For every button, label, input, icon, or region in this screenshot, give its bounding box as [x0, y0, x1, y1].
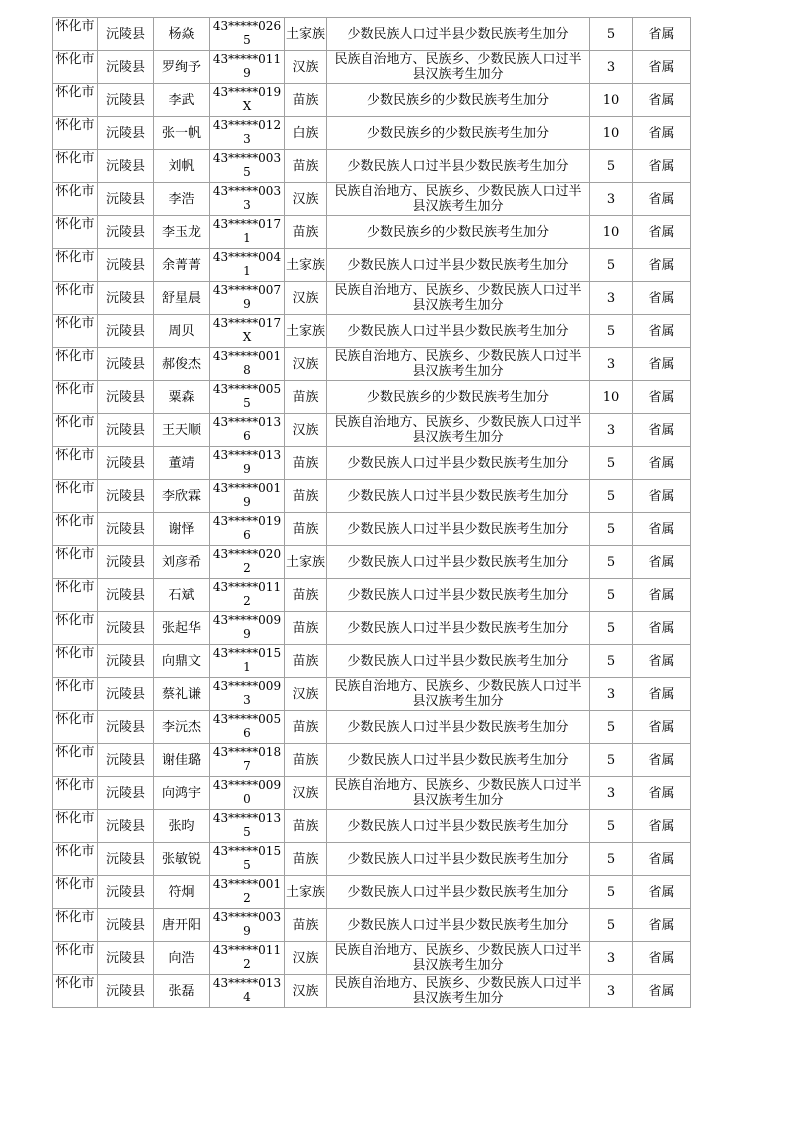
table-row: [53, 975, 691, 1008]
id-number-cell: 43*****0202: [210, 546, 285, 579]
bonus-points-cell: 5: [590, 909, 633, 942]
county-cell: 沅陵县: [98, 84, 154, 117]
county-cell: 沅陵县: [98, 744, 154, 777]
id-number-cell: 43*****0265: [210, 18, 285, 51]
id-number-cell: 43*****0041: [210, 249, 285, 282]
bonus-points-cell: 5: [590, 810, 633, 843]
city-cell: 怀化市: [53, 744, 98, 777]
ethnicity-cell: 汉族: [285, 975, 327, 1008]
bonus-reason-cell: 少数民族乡的少数民族考生加分: [327, 117, 590, 150]
county-cell: 沅陵县: [98, 51, 154, 84]
id-number-cell: 43*****0039: [210, 909, 285, 942]
county-cell: 沅陵县: [98, 117, 154, 150]
city-cell: 怀化市: [53, 777, 98, 810]
name-cell: 谢佳璐: [154, 744, 210, 777]
name-cell: 余菁菁: [154, 249, 210, 282]
level-cell: 省属: [633, 909, 691, 942]
city-cell: 怀化市: [53, 150, 98, 183]
table-row: [53, 744, 691, 777]
name-cell: 向鼎文: [154, 645, 210, 678]
level-cell: 省属: [633, 447, 691, 480]
bonus-reason-cell: 少数民族人口过半县少数民族考生加分: [327, 249, 590, 282]
bonus-reason-cell: 民族自治地方、民族乡、少数民族人口过半县汉族考生加分: [327, 51, 590, 84]
table-row: [53, 315, 691, 348]
table-row: [53, 843, 691, 876]
city-cell: 怀化市: [53, 480, 98, 513]
ethnicity-cell: 苗族: [285, 447, 327, 480]
id-number-cell: 43*****0035: [210, 150, 285, 183]
county-cell: 沅陵县: [98, 876, 154, 909]
county-cell: 沅陵县: [98, 282, 154, 315]
name-cell: 蔡礼谦: [154, 678, 210, 711]
table-row: [53, 84, 691, 117]
id-number-cell: 43*****0139: [210, 447, 285, 480]
id-number-cell: 43*****0055: [210, 381, 285, 414]
bonus-reason-cell: 民族自治地方、民族乡、少数民族人口过半县汉族考生加分: [327, 942, 590, 975]
level-cell: 省属: [633, 51, 691, 84]
level-cell: 省属: [633, 117, 691, 150]
bonus-reason-cell: 少数民族人口过半县少数民族考生加分: [327, 612, 590, 645]
name-cell: 张敏锐: [154, 843, 210, 876]
id-number-cell: 43*****0012: [210, 876, 285, 909]
level-cell: 省属: [633, 777, 691, 810]
city-cell: 怀化市: [53, 414, 98, 447]
bonus-reason-cell: 少数民族乡的少数民族考生加分: [327, 84, 590, 117]
table-row: [53, 876, 691, 909]
name-cell: 刘彦希: [154, 546, 210, 579]
bonus-points-cell: 5: [590, 513, 633, 546]
county-cell: 沅陵县: [98, 480, 154, 513]
table-row: [53, 282, 691, 315]
bonus-reason-cell: 少数民族人口过半县少数民族考生加分: [327, 579, 590, 612]
level-cell: 省属: [633, 84, 691, 117]
bonus-reason-cell: 民族自治地方、民族乡、少数民族人口过半县汉族考生加分: [327, 183, 590, 216]
id-number-cell: 43*****0155: [210, 843, 285, 876]
county-cell: 沅陵县: [98, 909, 154, 942]
table-row: [53, 249, 691, 282]
bonus-points-cell: 10: [590, 216, 633, 249]
city-cell: 怀化市: [53, 612, 98, 645]
bonus-points-cell: 3: [590, 282, 633, 315]
table-row: [53, 810, 691, 843]
ethnicity-cell: 汉族: [285, 51, 327, 84]
city-cell: 怀化市: [53, 579, 98, 612]
ethnicity-cell: 苗族: [285, 480, 327, 513]
bonus-points-cell: 5: [590, 150, 633, 183]
bonus-reason-cell: 少数民族乡的少数民族考生加分: [327, 216, 590, 249]
county-cell: 沅陵县: [98, 645, 154, 678]
level-cell: 省属: [633, 876, 691, 909]
level-cell: 省属: [633, 678, 691, 711]
bonus-reason-cell: 少数民族人口过半县少数民族考生加分: [327, 315, 590, 348]
level-cell: 省属: [633, 942, 691, 975]
county-cell: 沅陵县: [98, 579, 154, 612]
table-row: [53, 678, 691, 711]
bonus-points-cell: 5: [590, 447, 633, 480]
table-row: [53, 942, 691, 975]
bonus-points-cell: 5: [590, 711, 633, 744]
level-cell: 省属: [633, 810, 691, 843]
city-cell: 怀化市: [53, 876, 98, 909]
ethnicity-cell: 苗族: [285, 150, 327, 183]
id-number-cell: 43*****0112: [210, 942, 285, 975]
bonus-points-cell: 5: [590, 480, 633, 513]
name-cell: 张一帆: [154, 117, 210, 150]
county-cell: 沅陵县: [98, 216, 154, 249]
table-row: [53, 348, 691, 381]
bonus-points-cell: 5: [590, 249, 633, 282]
table-body: [53, 18, 691, 1008]
name-cell: 杨焱: [154, 18, 210, 51]
id-number-cell: 43*****0187: [210, 744, 285, 777]
bonus-reason-cell: 民族自治地方、民族乡、少数民族人口过半县汉族考生加分: [327, 777, 590, 810]
bonus-reason-cell: 少数民族人口过半县少数民族考生加分: [327, 810, 590, 843]
id-number-cell: 43*****017X: [210, 315, 285, 348]
name-cell: 粟森: [154, 381, 210, 414]
level-cell: 省属: [633, 513, 691, 546]
level-cell: 省属: [633, 975, 691, 1008]
bonus-reason-cell: 民族自治地方、民族乡、少数民族人口过半县汉族考生加分: [327, 348, 590, 381]
bonus-points-cell: 3: [590, 678, 633, 711]
ethnicity-cell: 苗族: [285, 579, 327, 612]
level-cell: 省属: [633, 216, 691, 249]
ethnicity-cell: 汉族: [285, 678, 327, 711]
id-number-cell: 43*****0018: [210, 348, 285, 381]
ethnicity-cell: 土家族: [285, 876, 327, 909]
level-cell: 省属: [633, 546, 691, 579]
bonus-reason-cell: 少数民族人口过半县少数民族考生加分: [327, 843, 590, 876]
id-number-cell: 43*****0099: [210, 612, 285, 645]
city-cell: 怀化市: [53, 909, 98, 942]
table-row: [53, 711, 691, 744]
name-cell: 李玉龙: [154, 216, 210, 249]
level-cell: 省属: [633, 645, 691, 678]
table-row: [53, 51, 691, 84]
name-cell: 张起华: [154, 612, 210, 645]
county-cell: 沅陵县: [98, 315, 154, 348]
county-cell: 沅陵县: [98, 18, 154, 51]
id-number-cell: 43*****0151: [210, 645, 285, 678]
level-cell: 省属: [633, 480, 691, 513]
city-cell: 怀化市: [53, 183, 98, 216]
level-cell: 省属: [633, 612, 691, 645]
county-cell: 沅陵县: [98, 414, 154, 447]
city-cell: 怀化市: [53, 843, 98, 876]
table-row: [53, 447, 691, 480]
county-cell: 沅陵县: [98, 513, 154, 546]
bonus-points-cell: 5: [590, 876, 633, 909]
ethnicity-cell: 土家族: [285, 18, 327, 51]
name-cell: 谢怿: [154, 513, 210, 546]
table-row: [53, 117, 691, 150]
bonus-points-cell: 5: [590, 579, 633, 612]
bonus-reason-cell: 少数民族人口过半县少数民族考生加分: [327, 645, 590, 678]
city-cell: 怀化市: [53, 216, 98, 249]
level-cell: 省属: [633, 183, 691, 216]
id-number-cell: 43*****0136: [210, 414, 285, 447]
ethnicity-cell: 汉族: [285, 282, 327, 315]
level-cell: 省属: [633, 843, 691, 876]
bonus-points-cell: 3: [590, 942, 633, 975]
city-cell: 怀化市: [53, 678, 98, 711]
name-cell: 刘帆: [154, 150, 210, 183]
city-cell: 怀化市: [53, 18, 98, 51]
table-row: [53, 513, 691, 546]
level-cell: 省属: [633, 579, 691, 612]
city-cell: 怀化市: [53, 117, 98, 150]
bonus-reason-cell: 少数民族人口过半县少数民族考生加分: [327, 876, 590, 909]
level-cell: 省属: [633, 249, 691, 282]
county-cell: 沅陵县: [98, 678, 154, 711]
city-cell: 怀化市: [53, 942, 98, 975]
ethnicity-cell: 土家族: [285, 249, 327, 282]
name-cell: 董靖: [154, 447, 210, 480]
county-cell: 沅陵县: [98, 810, 154, 843]
bonus-points-cell: 3: [590, 975, 633, 1008]
city-cell: 怀化市: [53, 348, 98, 381]
ethnicity-cell: 苗族: [285, 84, 327, 117]
bonus-reason-cell: 少数民族人口过半县少数民族考生加分: [327, 744, 590, 777]
county-cell: 沅陵县: [98, 150, 154, 183]
county-cell: 沅陵县: [98, 612, 154, 645]
table-row: [53, 579, 691, 612]
county-cell: 沅陵县: [98, 447, 154, 480]
level-cell: 省属: [633, 18, 691, 51]
county-cell: 沅陵县: [98, 546, 154, 579]
ethnicity-cell: 苗族: [285, 381, 327, 414]
name-cell: 李浩: [154, 183, 210, 216]
name-cell: 李沅杰: [154, 711, 210, 744]
bonus-reason-cell: 民族自治地方、民族乡、少数民族人口过半县汉族考生加分: [327, 678, 590, 711]
bonus-points-cell: 5: [590, 315, 633, 348]
table-row: [53, 414, 691, 447]
bonus-points-cell: 5: [590, 546, 633, 579]
bonus-reason-cell: 民族自治地方、民族乡、少数民族人口过半县汉族考生加分: [327, 414, 590, 447]
id-number-cell: 43*****0056: [210, 711, 285, 744]
level-cell: 省属: [633, 414, 691, 447]
level-cell: 省属: [633, 348, 691, 381]
bonus-reason-cell: 少数民族人口过半县少数民族考生加分: [327, 150, 590, 183]
bonus-reason-cell: 少数民族人口过半县少数民族考生加分: [327, 447, 590, 480]
name-cell: 李武: [154, 84, 210, 117]
id-number-cell: 43*****0135: [210, 810, 285, 843]
ethnicity-cell: 汉族: [285, 348, 327, 381]
bonus-points-cell: 3: [590, 777, 633, 810]
ethnicity-cell: 汉族: [285, 942, 327, 975]
city-cell: 怀化市: [53, 381, 98, 414]
table-row: [53, 216, 691, 249]
name-cell: 李欣霖: [154, 480, 210, 513]
level-cell: 省属: [633, 744, 691, 777]
table-row: [53, 150, 691, 183]
bonus-points-cell: 5: [590, 612, 633, 645]
ethnicity-cell: 苗族: [285, 843, 327, 876]
id-number-cell: 43*****0093: [210, 678, 285, 711]
bonus-reason-cell: 少数民族人口过半县少数民族考生加分: [327, 711, 590, 744]
ethnicity-cell: 苗族: [285, 513, 327, 546]
name-cell: 向鸿宇: [154, 777, 210, 810]
id-number-cell: 43*****0123: [210, 117, 285, 150]
county-cell: 沅陵县: [98, 843, 154, 876]
ethnicity-cell: 汉族: [285, 777, 327, 810]
ethnicity-cell: 苗族: [285, 645, 327, 678]
id-number-cell: 43*****0033: [210, 183, 285, 216]
bonus-points-cell: 10: [590, 117, 633, 150]
bonus-points-cell: 3: [590, 348, 633, 381]
bonus-points-cell: 10: [590, 381, 633, 414]
id-number-cell: 43*****0079: [210, 282, 285, 315]
city-cell: 怀化市: [53, 51, 98, 84]
city-cell: 怀化市: [53, 84, 98, 117]
ethnicity-cell: 土家族: [285, 546, 327, 579]
county-cell: 沅陵县: [98, 348, 154, 381]
city-cell: 怀化市: [53, 975, 98, 1008]
name-cell: 张磊: [154, 975, 210, 1008]
table-row: [53, 480, 691, 513]
id-number-cell: 43*****0112: [210, 579, 285, 612]
level-cell: 省属: [633, 381, 691, 414]
bonus-points-table: [52, 17, 690, 1008]
bonus-reason-cell: 少数民族人口过半县少数民族考生加分: [327, 546, 590, 579]
id-number-cell: 43*****0171: [210, 216, 285, 249]
table-row: [53, 645, 691, 678]
table-row: [53, 18, 691, 51]
city-cell: 怀化市: [53, 810, 98, 843]
bonus-points-cell: 5: [590, 645, 633, 678]
name-cell: 唐开阳: [154, 909, 210, 942]
city-cell: 怀化市: [53, 711, 98, 744]
table-row: [53, 612, 691, 645]
city-cell: 怀化市: [53, 546, 98, 579]
county-cell: 沅陵县: [98, 942, 154, 975]
ethnicity-cell: 苗族: [285, 744, 327, 777]
bonus-points-cell: 3: [590, 51, 633, 84]
ethnicity-cell: 苗族: [285, 810, 327, 843]
ethnicity-cell: 苗族: [285, 612, 327, 645]
name-cell: 石斌: [154, 579, 210, 612]
name-cell: 郝俊杰: [154, 348, 210, 381]
level-cell: 省属: [633, 315, 691, 348]
bonus-reason-cell: 少数民族乡的少数民族考生加分: [327, 381, 590, 414]
level-cell: 省属: [633, 711, 691, 744]
ethnicity-cell: 汉族: [285, 183, 327, 216]
table-row: [53, 183, 691, 216]
bonus-reason-cell: 民族自治地方、民族乡、少数民族人口过半县汉族考生加分: [327, 975, 590, 1008]
bonus-reason-cell: 少数民族人口过半县少数民族考生加分: [327, 480, 590, 513]
county-cell: 沅陵县: [98, 381, 154, 414]
name-cell: 周贝: [154, 315, 210, 348]
ethnicity-cell: 苗族: [285, 216, 327, 249]
city-cell: 怀化市: [53, 447, 98, 480]
name-cell: 王天顺: [154, 414, 210, 447]
ethnicity-cell: 白族: [285, 117, 327, 150]
name-cell: 张昀: [154, 810, 210, 843]
city-cell: 怀化市: [53, 645, 98, 678]
name-cell: 舒星晨: [154, 282, 210, 315]
level-cell: 省属: [633, 282, 691, 315]
bonus-reason-cell: 民族自治地方、民族乡、少数民族人口过半县汉族考生加分: [327, 282, 590, 315]
name-cell: 向浩: [154, 942, 210, 975]
id-number-cell: 43*****019X: [210, 84, 285, 117]
bonus-points-cell: 10: [590, 84, 633, 117]
county-cell: 沅陵县: [98, 249, 154, 282]
bonus-points-cell: 3: [590, 414, 633, 447]
county-cell: 沅陵县: [98, 183, 154, 216]
city-cell: 怀化市: [53, 249, 98, 282]
ethnicity-cell: 苗族: [285, 711, 327, 744]
id-number-cell: 43*****0196: [210, 513, 285, 546]
county-cell: 沅陵县: [98, 975, 154, 1008]
id-number-cell: 43*****0119: [210, 51, 285, 84]
table-row: [53, 546, 691, 579]
name-cell: 罗绚予: [154, 51, 210, 84]
ethnicity-cell: 土家族: [285, 315, 327, 348]
id-number-cell: 43*****0134: [210, 975, 285, 1008]
table-row: [53, 381, 691, 414]
table-row: [53, 909, 691, 942]
bonus-points-cell: 3: [590, 183, 633, 216]
city-cell: 怀化市: [53, 315, 98, 348]
ethnicity-cell: 苗族: [285, 909, 327, 942]
table-row: [53, 777, 691, 810]
bonus-points-cell: 5: [590, 843, 633, 876]
bonus-points-cell: 5: [590, 18, 633, 51]
level-cell: 省属: [633, 150, 691, 183]
name-cell: 符炯: [154, 876, 210, 909]
county-cell: 沅陵县: [98, 777, 154, 810]
id-number-cell: 43*****0019: [210, 480, 285, 513]
city-cell: 怀化市: [53, 513, 98, 546]
bonus-reason-cell: 少数民族人口过半县少数民族考生加分: [327, 513, 590, 546]
bonus-reason-cell: 少数民族人口过半县少数民族考生加分: [327, 18, 590, 51]
bonus-reason-cell: 少数民族人口过半县少数民族考生加分: [327, 909, 590, 942]
county-cell: 沅陵县: [98, 711, 154, 744]
bonus-points-cell: 5: [590, 744, 633, 777]
city-cell: 怀化市: [53, 282, 98, 315]
ethnicity-cell: 汉族: [285, 414, 327, 447]
id-number-cell: 43*****0090: [210, 777, 285, 810]
